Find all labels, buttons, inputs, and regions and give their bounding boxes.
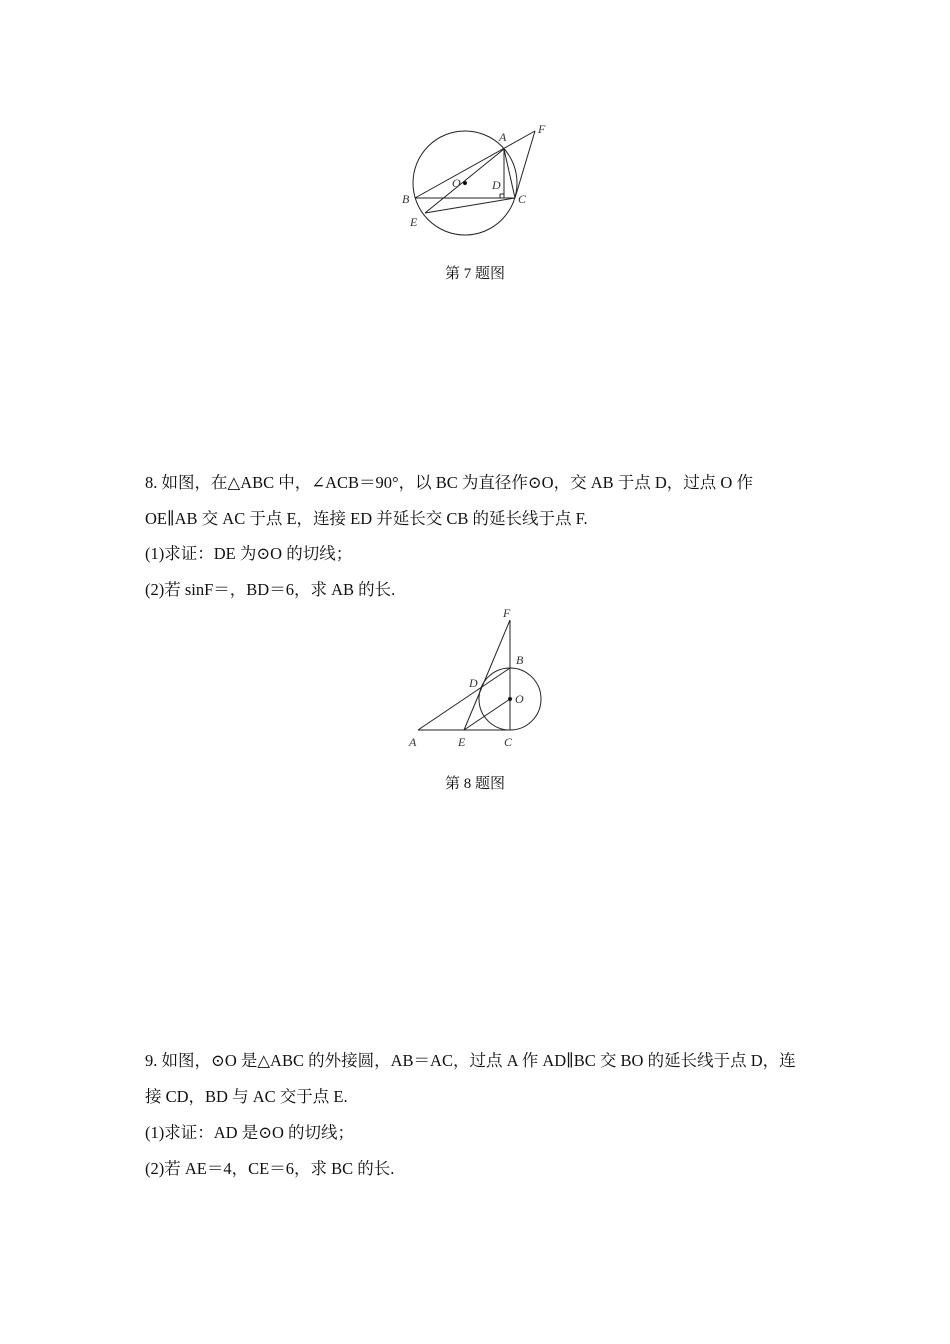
label-f: F: [538, 122, 546, 136]
label-b: B: [402, 192, 410, 206]
label-c: C: [504, 735, 513, 749]
label-a: A: [499, 130, 507, 144]
label-d: D: [469, 676, 478, 690]
center-point: [508, 697, 511, 700]
problem-8-part-2: (2)若 sinF＝，BD＝6，求 AB 的长.: [145, 580, 396, 599]
label-o: O: [452, 176, 461, 190]
label-d: D: [492, 178, 501, 192]
label-e: E: [410, 215, 418, 229]
label-f: F: [503, 606, 511, 620]
label-e: E: [458, 735, 466, 749]
label-c: C: [518, 192, 527, 206]
label-a: A: [409, 735, 417, 749]
problem-9-part-2: (2)若 AE＝4，CE＝6，求 BC 的长.: [145, 1159, 395, 1178]
problem-9-line-2: 接 CD，BD 与 AC 交于点 E.: [145, 1087, 348, 1106]
figure-8-caption: 第 8 题图: [444, 776, 505, 792]
problem-8-part-1: (1)求证：DE 为⊙O 的切线；: [145, 544, 353, 563]
segment-ab: [418, 668, 510, 730]
label-o: O: [515, 692, 524, 706]
problem-8-line-1: 8. 如图，在△ABC 中，∠ACB＝90°，以 BC 为直径作⊙O，交 AB 于点 D，过点 O 作: [145, 473, 753, 492]
segment-ef: [464, 620, 510, 730]
problem-8-line-2: OE∥AB 交 AC 于点 E，连接 ED 并延长交 CB 的延长线于点 F.: [145, 509, 588, 528]
figure-7-caption: 第 7 题图: [444, 266, 505, 282]
problem-9-line-1: 9. 如图，⊙O 是△ABC 的外接圆，AB＝AC，过点 A 作 AD∥BC 交 BO 的延长线于点 D，连: [145, 1051, 796, 1070]
problem-9-part-1: (1)求证：AD 是⊙O 的切线；: [145, 1123, 355, 1142]
label-b: B: [516, 653, 524, 667]
